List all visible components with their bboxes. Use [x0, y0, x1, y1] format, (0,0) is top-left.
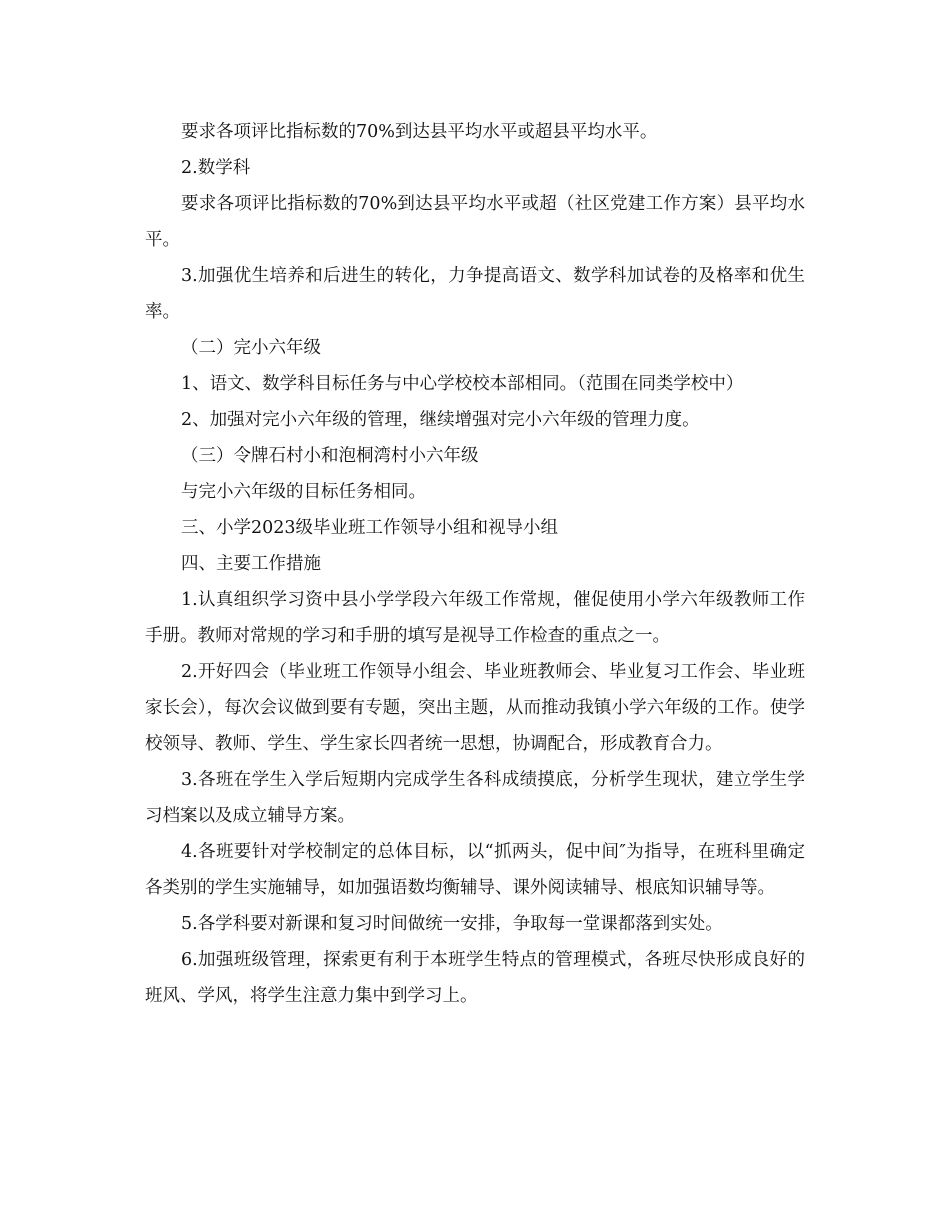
paragraph: 2、加强对完小六年级的管理，继续增强对完小六年级的管理力度。: [181, 410, 700, 430]
paragraph: 2.开好四会（毕业班工作领导小组会、毕业班教师会、毕业复习工作会、毕业班家长会），每次会议做到要有专题，突出主题，从而推动我镇小学六年级的工作。使学校领导、教师、学生、学生家长四者统一思想，协调配合，形成教育合力。: [145, 662, 805, 754]
section-heading: （三）令牌石村小和泡桐湾村小六年级: [181, 446, 479, 466]
paragraph: 2.数学科: [181, 158, 251, 178]
paragraph: 6.加强班级管理，探索更有利于本班学生特点的管理模式，各班尽快形成良好的班风、学风，将学生注意力集中到学习上。: [145, 950, 805, 1006]
section-heading: 三、小学2023级毕业班工作领导小组和视导小组: [181, 518, 559, 538]
section-heading: （二）完小六年级: [181, 338, 321, 358]
paragraph: 3.加强优生培养和后进生的转化，力争提高语文、数学科加试卷的及格率和优生率。: [145, 266, 805, 322]
paragraph: 4.各班要针对学校制定的总体目标，以“抓两头，促中间″为指导，在班科里确定各类别的学生实施辅导，如加强语数均衡辅导、课外阅读辅导、根底知识辅导等。: [145, 842, 805, 898]
paragraph: 3.各班在学生入学后短期内完成学生各科成绩摸底，分析学生现状，建立学生学习档案以及成立辅导方案。: [145, 770, 805, 826]
document-body: [145, 114, 805, 1014]
paragraph: 要求各项评比指标数的70%到达县平均水平或超（社区党建工作方案）县平均水平。: [145, 194, 805, 250]
section-heading: 四、主要工作措施: [181, 554, 321, 574]
paragraph: 与完小六年级的目标任务相同。: [181, 482, 426, 502]
paragraph: 1.认真组织学习资中县小学学段六年级工作常规，催促使用小学六年级教师工作手册。教师对常规的学习和手册的填写是视导工作检查的重点之一。: [145, 590, 805, 646]
paragraph: 要求各项评比指标数的70%到达县平均水平或超县平均水平。: [181, 122, 658, 142]
paragraph: 1、语文、数学科目标任务与中心学校校本部相同。（范围在同类学校中）: [181, 374, 744, 394]
paragraph: 5.各学科要对新课和复习时间做统一安排，争取每一堂课都落到实处。: [181, 914, 723, 934]
